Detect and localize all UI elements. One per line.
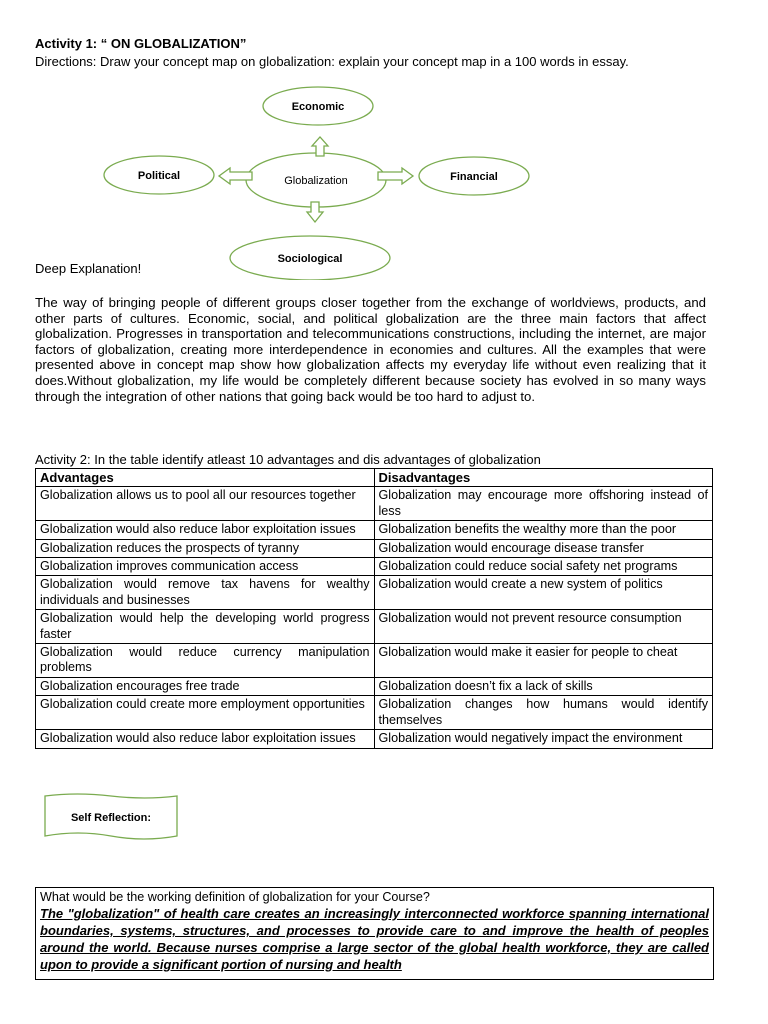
table-header-row xyxy=(36,469,713,487)
table-row xyxy=(36,558,713,576)
table-row xyxy=(36,696,713,730)
definition-box xyxy=(35,887,714,980)
self-reflection-banner xyxy=(42,792,180,848)
deep-explanation-heading: Deep Explanation! xyxy=(35,261,142,276)
activity1-directions: Directions: Draw your concept map on globalization: explain your concept map in a 100 words in essay. xyxy=(35,54,629,69)
table-row xyxy=(36,730,713,748)
table-row xyxy=(36,487,713,521)
activity2-title: Activity 2: In the table identify atleast 10 advantages and dis advantages of globalization xyxy=(35,452,541,467)
definition-answer: The "globalization" of health care creates an increasingly interconnected workforce spanning international boundaries, systems, structures, and processes to provide care to and improve the health of peoples around the world. Because nurses comprise a large sector of the global health workforce, they are called upon to provide a significant portion of nursing and health xyxy=(40,906,709,972)
advantage-cell: Globalization reduces the prospects of tyranny xyxy=(36,539,375,557)
table-row xyxy=(36,610,713,644)
disadvantage-cell: Globalization could reduce social safety net programs xyxy=(374,558,713,576)
node-globalization-label: Globalization xyxy=(284,175,348,187)
advantage-cell: Globalization would remove tax havens for wealthy individuals and businesses xyxy=(36,576,375,610)
disadvantage-cell: Globalization would negatively impact the environment xyxy=(374,730,713,748)
disadvantage-cell: Globalization would encourage disease transfer xyxy=(374,539,713,557)
header-advantages: Advantages xyxy=(36,469,375,487)
advantage-cell: Globalization could create more employment opportunities xyxy=(36,696,375,730)
concept-map xyxy=(0,80,768,280)
advantage-cell: Globalization encourages free trade xyxy=(36,677,375,695)
deep-explanation-paragraph: The way of bringing people of different groups closer together from the exchange of worldviews, products, and other parts of cultures. Economic, social, and political globalization are the three main factors that affect globalization. Progresses in transportation and telecommunications constructions, including the internet, are major factors of globalization, creating more interdependence in economies and cultures. All the examples that were presented above in concept map show how globalization affects my everyday life without even realizing that it does.Without globalization, my life would be completely different because society has evolved in so many ways through the integration of other nations that going back would be too hard to adjust to. xyxy=(35,295,706,404)
disadvantage-cell: Globalization would create a new system of politics xyxy=(374,576,713,610)
disadvantage-cell: Globalization changes how humans would identify themselves xyxy=(374,696,713,730)
advantage-cell: Globalization would also reduce labor exploitation issues xyxy=(36,730,375,748)
advantage-cell: Globalization would help the developing world progress faster xyxy=(36,610,375,644)
advantage-cell: Globalization would also reduce labor exploitation issues xyxy=(36,521,375,539)
advantage-cell: Globalization would reduce currency manipulation problems xyxy=(36,644,375,678)
node-financial-label: Financial xyxy=(450,171,498,183)
disadvantage-cell: Globalization may encourage more offshoring instead of less xyxy=(374,487,713,521)
definition-question: What would be the working definition of globalization for your Course? xyxy=(40,890,430,904)
advantages-table xyxy=(35,468,713,749)
node-sociological-label: Sociological xyxy=(277,253,343,265)
disadvantage-cell: Globalization would make it easier for people to cheat xyxy=(374,644,713,678)
activity1-title: Activity 1: “ ON GLOBALIZATION” xyxy=(35,36,247,51)
table-row xyxy=(36,677,713,695)
disadvantage-cell: Globalization would not prevent resource consumption xyxy=(374,610,713,644)
header-disadvantages: Disadvantages xyxy=(374,469,713,487)
table-row xyxy=(36,576,713,610)
disadvantage-cell: Globalization benefits the wealthy more than the poor xyxy=(374,521,713,539)
node-political-label: Political xyxy=(137,170,181,182)
advantage-cell: Globalization improves communication access xyxy=(36,558,375,576)
disadvantage-cell: Globalization doesn’t fix a lack of skills xyxy=(374,677,713,695)
self-reflection-label: Self Reflection: xyxy=(70,812,152,824)
table-row xyxy=(36,521,713,539)
table-row xyxy=(36,539,713,557)
node-economic-label: Economic xyxy=(291,101,345,113)
advantage-cell: Globalization allows us to pool all our resources together xyxy=(36,487,375,521)
table-row xyxy=(36,644,713,678)
